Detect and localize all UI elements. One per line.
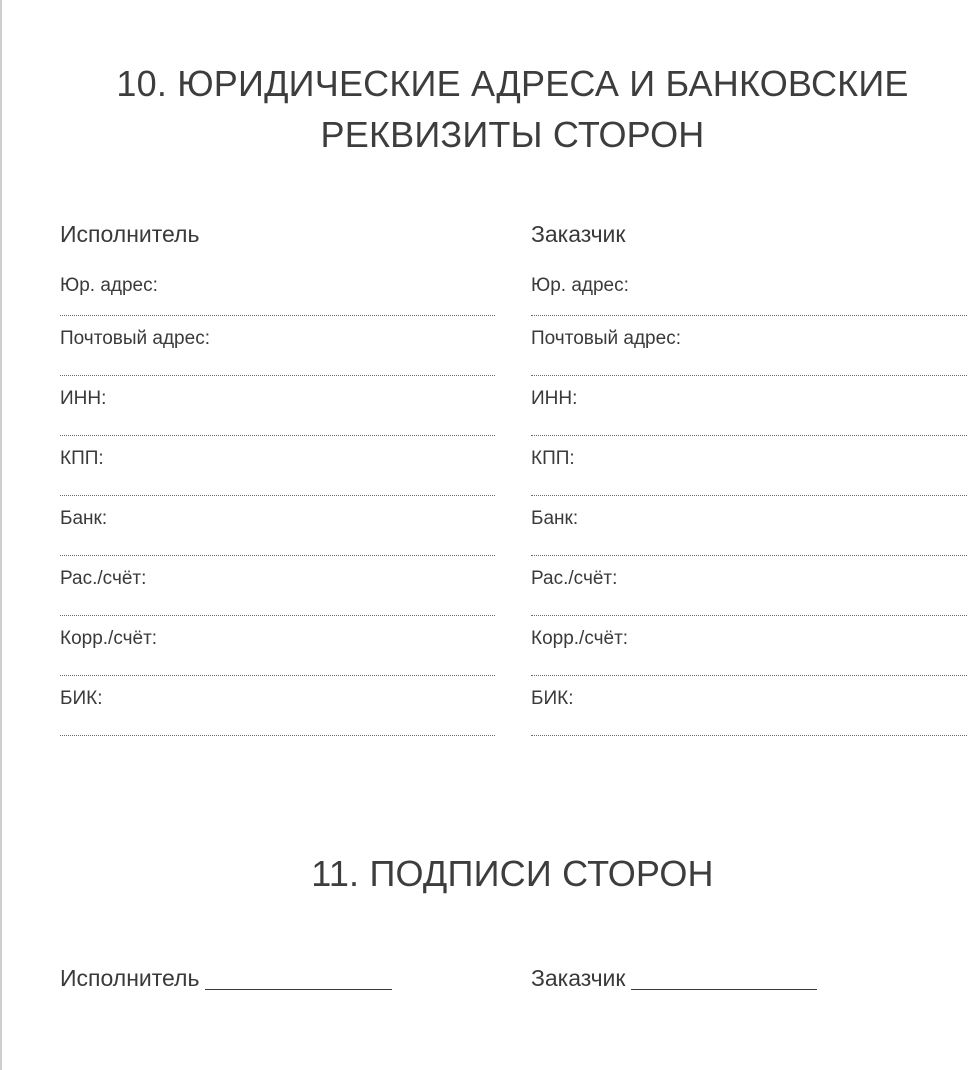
section-10-heading <box>0 58 980 160</box>
customer-title: Заказчик <box>531 221 626 247</box>
executor-signature-label: Исполнитель <box>60 965 200 991</box>
executor-title: Исполнитель <box>60 221 200 247</box>
executor-field-inn: ИНН: <box>60 376 495 436</box>
executor-field-bik: БИК: <box>60 676 495 736</box>
executor-field-account: Рас./счёт: <box>60 556 495 616</box>
page-left-border <box>0 0 2 1070</box>
section-11-heading: 11. ПОДПИСИ СТОРОН <box>311 853 714 894</box>
customer-field-list <box>531 264 967 736</box>
customer-signature-line <box>631 988 817 990</box>
executor-field-bank: Банк: <box>60 496 495 556</box>
executor-signature <box>60 960 392 996</box>
executor-field-list <box>60 264 495 736</box>
executor-field-postal-address: Почтовый адрес: <box>60 316 495 376</box>
customer-field-inn: ИНН: <box>531 376 967 436</box>
section-10-heading-line1: 10. ЮРИДИЧЕСКИЕ АДРЕСА И БАНКОВСКИЕ <box>116 63 909 104</box>
executor-field-legal-address: Юр. адрес: <box>60 264 495 316</box>
customer-signature <box>531 960 817 996</box>
customer-field-corr-account: Корр./счёт: <box>531 616 967 676</box>
customer-field-bank: Банк: <box>531 496 967 556</box>
customer-field-account: Рас./счёт: <box>531 556 967 616</box>
section-10-heading-line2: РЕКВИЗИТЫ СТОРОН <box>320 114 705 155</box>
customer-field-legal-address: Юр. адрес: <box>531 264 967 316</box>
customer-field-kpp: КПП: <box>531 436 967 496</box>
executor-field-kpp: КПП: <box>60 436 495 496</box>
customer-requisites <box>531 214 967 736</box>
executor-field-corr-account: Корр./счёт: <box>60 616 495 676</box>
customer-field-bik: БИК: <box>531 676 967 736</box>
executor-requisites <box>60 214 495 736</box>
executor-signature-line <box>205 988 392 990</box>
customer-signature-label: Заказчик <box>531 965 626 991</box>
customer-field-postal-address: Почтовый адрес: <box>531 316 967 376</box>
